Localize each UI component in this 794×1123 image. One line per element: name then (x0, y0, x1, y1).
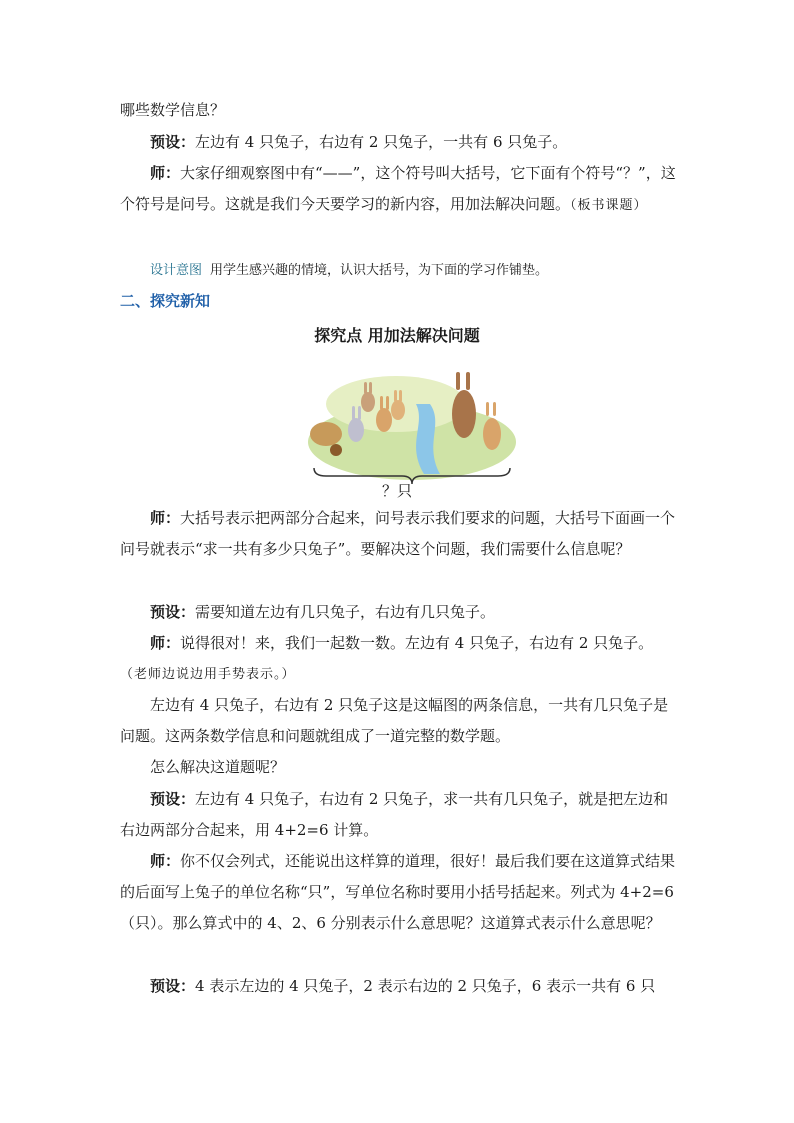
preset-label: 预设： (150, 790, 196, 808)
teacher-gesture-note: （老师边说边用手势表示。） (120, 667, 296, 682)
preset-text: 左边有 4 只兔子，右边有 2 只兔子，求一共有几只兔子，就是把左边和右边两部分合起来，用 4+2=6 计算。 (120, 790, 669, 839)
teacher-text: 大括号表示把两部分合起来，问号表示我们要求的问题，大括号下面画一个问号就表示“求一共有多少只兔子”。要解决这个问题，我们需要什么信息呢？ (120, 509, 676, 558)
teacher-paragraph (120, 158, 676, 221)
intro-line: 哪些数学信息？ (120, 101, 226, 119)
teacher-paragraph-3 (120, 628, 676, 659)
preset-label: 预设： (150, 603, 196, 621)
preset-text: 4 表示左边的 4 只兔子，2 表示右边的 2 只兔子，6 表示一共有 6 只 (195, 977, 656, 995)
teacher-label: 师： (150, 509, 181, 527)
topic-title: 探究点 用加法解决问题 (314, 326, 480, 345)
preset-paragraph-3 (120, 784, 676, 846)
rabbits-illustration (306, 364, 518, 498)
teacher-text: 你不仅会列式，还能说出这样算的道理，很好！最后我们要在这道算式结果的后面写上兔子的单位名称“只”，写单位名称时要用小括号括起来。列式为 4+2=6（只）。那么算式中的 4、2、6 分别表示什么意思呢？这道算式表示什么意思呢？ (120, 852, 676, 932)
preset-paragraph-2 (120, 597, 676, 628)
preset-text: 左边有 4 只兔子，右边有 2 只兔子，一共有 6 只兔子。 (195, 133, 568, 151)
preset-label: 预设： (150, 977, 196, 995)
preset-text: 需要知道左边有几只兔子，右边有几只兔子。 (195, 603, 496, 621)
info-paragraph: 左边有 4 只兔子，右边有 2 只兔子这是这幅图的两条信息，一共有几只兔子是问题。这两条数学信息和问题就组成了一道完整的数学题。 (120, 696, 669, 745)
board-note: （板书课题） (570, 198, 648, 213)
preset-paragraph (120, 127, 676, 158)
preset-paragraph-4 (120, 971, 676, 1002)
design-intent (120, 255, 676, 286)
design-text: 用学生感兴趣的情境，认识大括号，为下面的学习作铺垫。 (210, 263, 549, 278)
teacher-label: 师： (150, 164, 181, 182)
design-label: 设计意图 (150, 263, 203, 278)
teacher-label: 师： (150, 634, 181, 652)
how-solve-line: 怎么解决这道题呢？ (150, 758, 286, 776)
teacher-text: 大家仔细观察图中有“——”，这个符号叫大括号，它下面有个符号“？”，这个符号是问号。这就是我们今天要学习的新内容，用加法解决问题。 (120, 164, 676, 213)
teacher-text: 说得很对！来，我们一起数一数。左边有 4 只兔子，右边有 2 只兔子。 (180, 634, 654, 652)
section-heading: 二、探究新知 (120, 292, 211, 310)
preset-label: 预设： (150, 133, 196, 151)
teacher-label: 师： (150, 852, 181, 870)
question-label: ？只 (381, 482, 412, 500)
teacher-paragraph-4 (120, 846, 676, 939)
teacher-paragraph-2 (120, 503, 676, 565)
